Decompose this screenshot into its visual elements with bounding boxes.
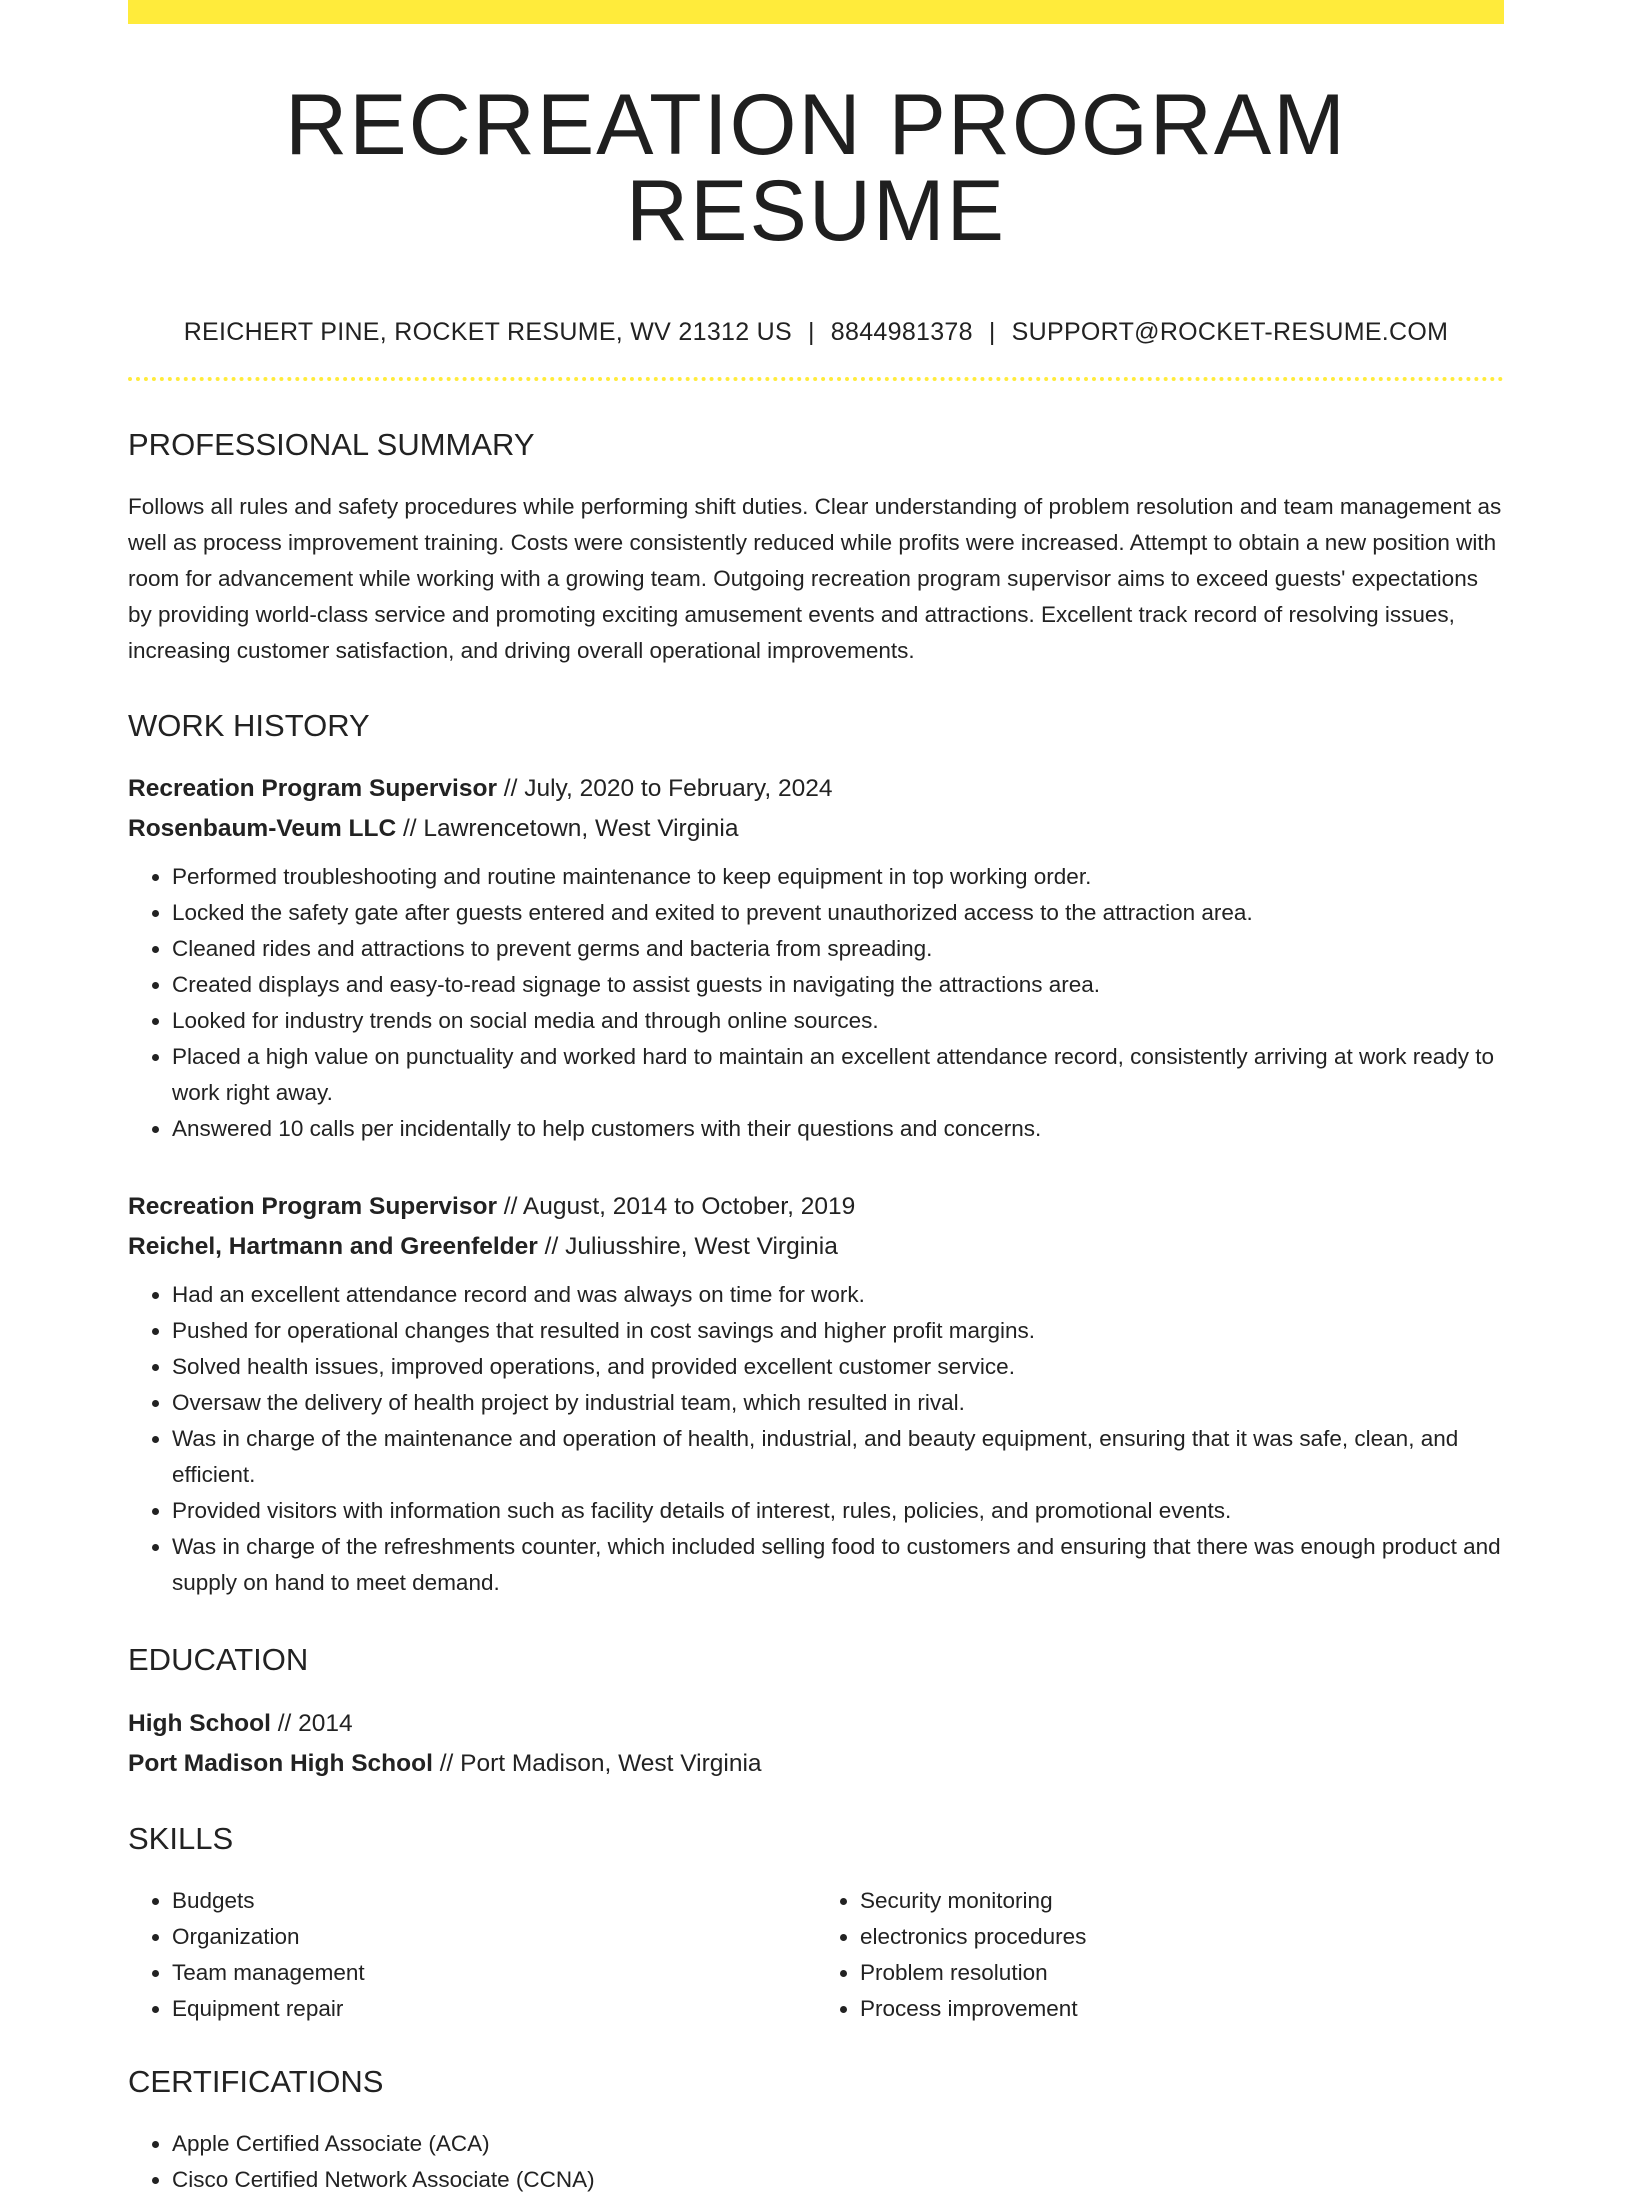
job-entry xyxy=(128,769,1504,1147)
skill-item: • Process improvement xyxy=(860,1991,1504,2027)
skill-item: • Equipment repair xyxy=(172,1991,816,2027)
field-separator: // xyxy=(496,775,525,803)
skill-item: • Security monitoring xyxy=(860,1883,1504,1919)
job-company-line xyxy=(128,809,1504,849)
skills-list-left xyxy=(128,1883,816,2027)
work-history-heading: WORK HISTORY xyxy=(128,708,370,744)
job-bullet: • Oversaw the delivery of health project by industrial team, which resulted in rival. xyxy=(172,1385,1504,1421)
education-heading: EDUCATION xyxy=(128,1642,309,1678)
resume-title: RECREATION PROGRAM RESUME xyxy=(285,77,1347,259)
skill-item: • electronics procedures xyxy=(860,1919,1504,1955)
job-title: Recreation Program Supervisor xyxy=(128,775,497,803)
skills-list-right xyxy=(816,1883,1504,2027)
job-bullet: • Answered 10 calls per incidentally to help customers with their questions and concerns. xyxy=(172,1111,1504,1147)
field-separator: // xyxy=(432,1749,461,1777)
school-location: Port Madison, West Virginia xyxy=(460,1749,762,1777)
contact-separator: | xyxy=(988,318,996,346)
skill-item: • Budgets xyxy=(172,1883,816,1919)
contact-phone: 8844981378 xyxy=(830,318,973,346)
summary-heading: PROFESSIONAL SUMMARY xyxy=(128,427,535,462)
field-separator: // xyxy=(270,1709,299,1737)
skills-section xyxy=(128,1820,1504,2027)
work-history-section xyxy=(128,707,1504,1601)
summary-section xyxy=(128,426,1504,669)
job-bullet: • Performed troubleshooting and routine maintenance to keep equipment in top working order. xyxy=(172,859,1504,895)
skill-item: • Team management xyxy=(172,1955,816,1991)
job-bullet: • Provided visitors with information such as facility details of interest, rules, policies, and promotional events. xyxy=(172,1493,1504,1529)
education-entry xyxy=(128,1704,1504,1784)
job-bullet: • Pushed for operational changes that resulted in cost savings and higher profit margins. xyxy=(172,1313,1504,1349)
field-separator: // xyxy=(496,1193,523,1221)
field-separator: // xyxy=(396,815,424,843)
contact-line xyxy=(128,318,1504,347)
dotted-divider xyxy=(128,377,1504,381)
certification-item: • Apple Certified Associate (ACA) xyxy=(172,2126,1504,2162)
job-location: Juliusshire, West Virginia xyxy=(565,1233,838,1261)
job-entry xyxy=(128,1187,1504,1601)
summary-text: Follows all rules and safety procedures while performing shift duties. Clear understanding of problem resolution and team management as well as process improvement training. Costs were consistently reduced while profits were increased. Attempt to obtain a new position with room for advancement while working with a growing team. Outgoing recreation program supervisor aims to exceed guests' expectations by providing world-class service and promoting exciting amusement events and attractions. Excellent track record of resolving issues, increasing customer satisfaction, and driving overall operational improvements. xyxy=(128,494,1502,664)
school-name: Port Madison High School xyxy=(128,1749,433,1777)
job-bullet-list xyxy=(128,1277,1504,1601)
contact-separator: | xyxy=(808,318,815,346)
skills-columns xyxy=(128,1883,1504,2027)
education-section xyxy=(128,1641,1504,1783)
job-dates: August, 2014 to October, 2019 xyxy=(522,1193,856,1221)
job-company: Rosenbaum-Veum LLC xyxy=(128,815,397,843)
resume-page xyxy=(128,0,1504,2198)
job-bullet: • Locked the safety gate after guests entered and exited to prevent unauthorized access to the attraction area. xyxy=(172,895,1504,931)
job-bullet: • Had an excellent attendance record and was always on time for work. xyxy=(172,1277,1504,1313)
skills-heading: SKILLS xyxy=(128,1820,234,1856)
job-dates: July, 2020 to February, 2024 xyxy=(524,775,833,803)
job-title: Recreation Program Supervisor xyxy=(128,1193,497,1221)
job-title-line xyxy=(128,1187,1504,1227)
job-bullet-list xyxy=(128,859,1504,1147)
certifications-list xyxy=(128,2126,1504,2198)
job-company-line xyxy=(128,1227,1504,1267)
job-title-line xyxy=(128,769,1504,809)
degree-line xyxy=(128,1704,1504,1744)
contact-address: REICHERT PINE, ROCKET RESUME, WV 21312 US xyxy=(183,318,792,346)
contact-email: SUPPORT@ROCKET-RESUME.COM xyxy=(1011,318,1449,346)
certifications-heading: CERTIFICATIONS xyxy=(128,2063,384,2099)
certification-item: • Cisco Certified Network Associate (CCNA) xyxy=(172,2162,1504,2198)
school-line xyxy=(128,1744,1504,1784)
certifications-section xyxy=(128,2063,1504,2198)
job-location: Lawrencetown, West Virginia xyxy=(423,815,739,843)
job-bullet: • Looked for industry trends on social media and through online sources. xyxy=(172,1003,1504,1039)
job-bullet: • Cleaned rides and attractions to prevent germs and bacteria from spreading. xyxy=(172,931,1504,967)
graduation-year: 2014 xyxy=(298,1709,353,1737)
job-bullet: • Created displays and easy-to-read signage to assist guests in navigating the attractions area. xyxy=(172,967,1504,1003)
degree: High School xyxy=(128,1709,271,1737)
job-bullet: • Was in charge of the refreshments counter, which included selling food to customers and ensuring that there was enough product and supply on hand to meet demand. xyxy=(172,1529,1504,1601)
job-company: Reichel, Hartmann and Greenfelder xyxy=(128,1233,538,1261)
field-separator: // xyxy=(537,1233,566,1261)
job-bullet: • Was in charge of the maintenance and operation of health, industrial, and beauty equipment, ensuring that it was safe, clean, and efficient. xyxy=(172,1421,1504,1493)
job-bullet: • Placed a high value on punctuality and worked hard to maintain an excellent attendance record, consistently arriving at work ready to work right away. xyxy=(172,1039,1504,1111)
skill-item: • Problem resolution xyxy=(860,1955,1504,1991)
accent-top-bar xyxy=(128,0,1504,24)
skill-item: • Organization xyxy=(172,1919,816,1955)
job-bullet: • Solved health issues, improved operations, and provided excellent customer service. xyxy=(172,1349,1504,1385)
